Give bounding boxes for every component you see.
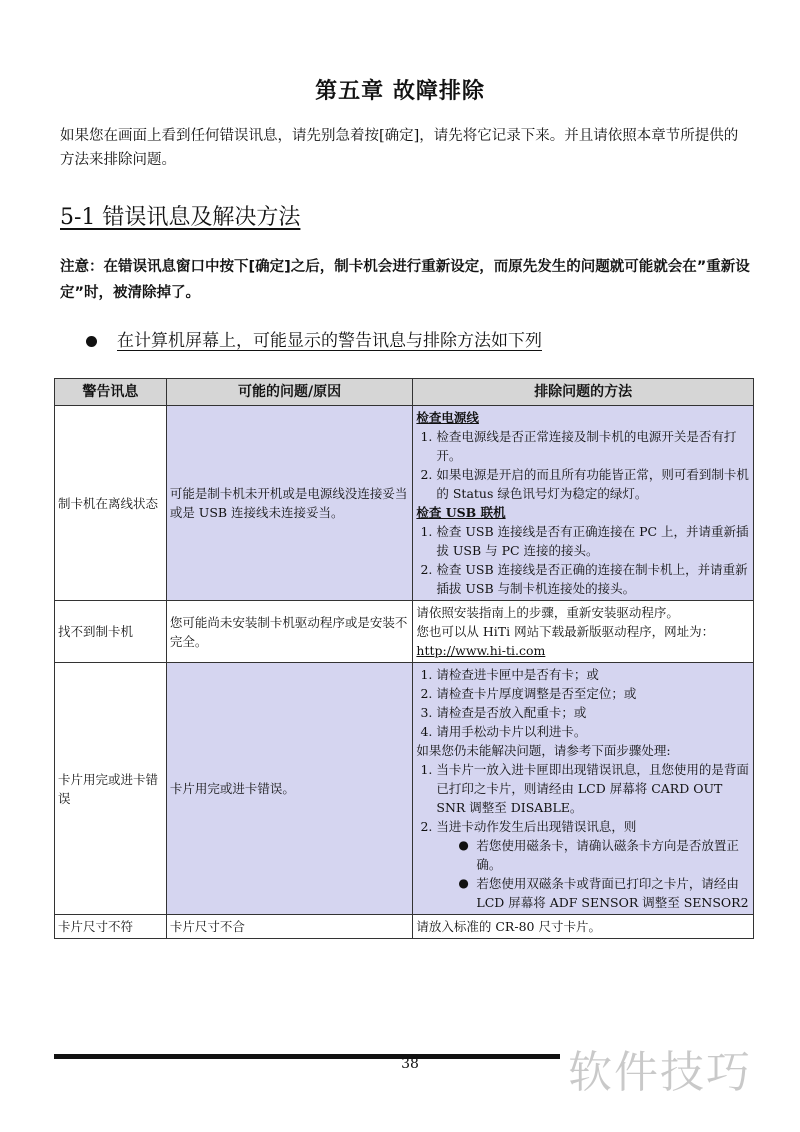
solution-line: 请放入标准的 CR-80 尺寸卡片。 <box>416 919 601 934</box>
bullet-icon <box>86 336 97 347</box>
bullet-text: 在计算机屏幕上，可能显示的警告讯息与排除方法如下列 <box>117 331 542 351</box>
table-row <box>55 663 754 915</box>
list-item-text: 当进卡动作发生后出现错误讯息，则 <box>436 819 637 834</box>
cause-cell: 可能是制卡机未开机或是电源线没连接妥当或是 USB 连接线未连接妥当。 <box>166 406 413 601</box>
header-cause: 可能的问题/原因 <box>166 379 413 406</box>
watermark: 软件技巧 <box>568 1047 752 1098</box>
cause-cell: 卡片用完或进卡错误。 <box>166 663 413 915</box>
note-paragraph: 注意：在错误讯息窗口中按下[确定]之后，制卡机会进行重新设定，而原先发生的问题就可能就会在”重新设定”时，被清除掉了。 <box>60 259 750 301</box>
warning-cell: 卡片尺寸不符 <box>55 915 167 939</box>
solution-cell <box>413 663 754 915</box>
header-solution: 排除问题的方法 <box>413 379 754 406</box>
solution-cell <box>413 406 754 601</box>
warning-cell: 制卡机在离线状态 <box>55 406 167 601</box>
footer-rule <box>54 1054 560 1059</box>
list-item: ● 若您使用双磁条卡或背面已打印之卡片，请经由 LCD 屏幕将 ADF SENSOR 调整至 SENSOR2 <box>458 874 750 912</box>
solution-line: 如果您仍未能解决问题，请参考下面步骤处理: <box>416 743 671 758</box>
cause-cell: 您可能尚未安装制卡机驱动程序或是安装不完全。 <box>166 601 413 663</box>
solution-steps <box>416 427 750 503</box>
warning-cell: 卡片用完或进卡错误 <box>55 663 167 915</box>
solution-subheading: 检查电源线 <box>416 410 479 425</box>
table-header-row <box>55 379 754 406</box>
list-item: 1. 检查 USB 连接线是否有正确连接在 PC 上，并请重新插拔 USB 与 PC 连接的接头。 <box>436 522 750 560</box>
list-item: 3. 请检查是否放入配重卡；或 <box>436 703 750 722</box>
solution-cell <box>413 915 754 939</box>
solution-subheading: 检查 USB 联机 <box>416 505 506 520</box>
table-row <box>55 915 754 939</box>
table-row <box>55 406 754 601</box>
solution-line: 请依照安装指南上的步骤，重新安装驱动程序。 <box>416 605 679 620</box>
cause-cell: 卡片尺寸不合 <box>166 915 413 939</box>
solution-line: 您也可以从 HiTi 网站下载最新版驱动程序，网址为： <box>416 624 715 639</box>
download-link[interactable]: http://www.hi-ti.com <box>416 643 546 658</box>
list-item: 2. 检查 USB 连接线是否正确的连接在制卡机上，并请重新插拔 USB 与制卡机连接处的接头。 <box>436 560 750 598</box>
solution-steps <box>416 522 750 598</box>
section-heading: 5-1 错误讯息及解决方法 <box>60 205 301 230</box>
solution-cell <box>413 601 754 663</box>
list-item: 1. 检查电源线是否正常连接及制卡机的电源开关是否有打开。 <box>436 427 750 465</box>
list-item: ● 若您使用磁条卡，请确认磁条卡方向是否放置正确。 <box>458 836 750 874</box>
error-table <box>54 378 754 939</box>
header-warning: 警告讯息 <box>55 379 167 406</box>
list-item: 2. 请检查卡片厚度调整是否至定位；或 <box>436 684 750 703</box>
bullet-line <box>86 326 542 351</box>
warning-cell: 找不到制卡机 <box>55 601 167 663</box>
list-item: 2. 如果电源是开启的而且所有功能皆正常，则可看到制卡机的 Status 绿色讯号灯为稳定的绿灯。 <box>436 465 750 503</box>
intro-paragraph: 如果您在画面上看到任何错误讯息，请先别急着按[确定]，请先将它记录下来。并且请依照本章节所提供的方法来排除问题。 <box>60 128 739 168</box>
table-row <box>55 601 754 663</box>
page-number: 38 <box>401 1056 419 1072</box>
chapter-title: 第五章 故障排除 <box>315 78 485 104</box>
list-item: 1. 请检查进卡匣中是否有卡；或 <box>436 665 750 684</box>
list-item: 1. 当卡片一放入进卡匣即出现错误讯息，且您使用的是背面已打印之卡片，则请经由 LCD 屏幕将 CARD OUT SNR 调整至 DISABLE。 <box>436 760 750 817</box>
list-item: 4. 请用手松动卡片以利进卡。 <box>436 722 750 741</box>
solution-steps <box>416 665 750 741</box>
solution-steps <box>416 760 750 912</box>
solution-bullets <box>436 836 750 912</box>
list-item <box>436 817 750 912</box>
